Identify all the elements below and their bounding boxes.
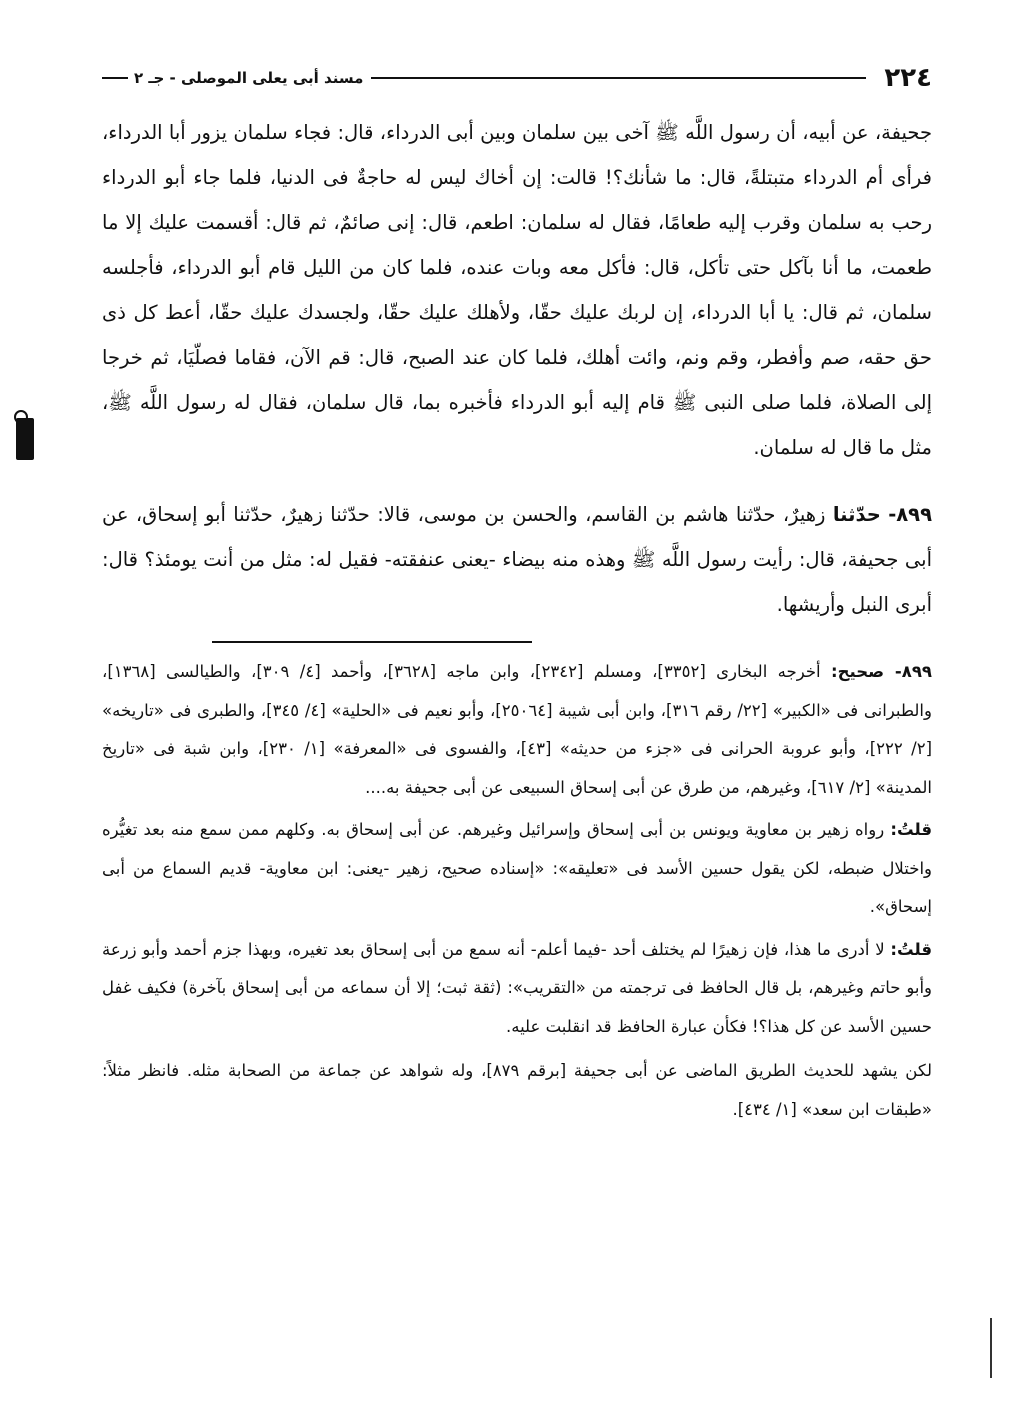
- book-page: [102, 58, 932, 1398]
- qult-text-2: لا أدرى ما هذا، فإن زهيرًا لم يختلف أحد -فيما أعلم- أنه سمع من أبى إسحاق بعد تغيره، وبهذا جزم أحمد وأبو زرعة وأبو حاتم وغيرهم، بل قال الحافظ فى ترجمته من «التقريب»: (ثقة ثبت؛ إلا أن سماعه من أبى إسحاق بآخرة) فكيف غفل حسين الأسد عن كل هذا؟! فكأن عبارة الحافظ قد انقلبت عليه.: [102, 939, 932, 1036]
- margin-mark: [16, 418, 34, 460]
- paragraph-continuation: جحيفة، عن أبيه، أن رسول اللَّه ﷺ آخى بين سلمان وبين أبى الدرداء، قال: فجاء سلمان يزور أبا الدرداء، فرأى أم الدرداء متبتلةً، قال: ما شأنك؟! قالت: إن أخاك ليس له حاجةٌ فى الدنيا، فلما جاء أبو الدرداء رحب به سلمان وقرب إليه طعامًا، فقال له سلمان: اطعم، قال: إنى صائمٌ، ثم قال: أقسمت عليك إلا ما طعمت، ما أنا بآكل حتى تأكل، قال: فأكل معه وبات عنده، فلما كان من الليل قام أبو الدرداء، فأجلسه سلمان، ثم قال: يا أبا الدرداء، إن لربك عليك حقّا، ولأهلك عليك حقّا، ولجسدك عليك حقّا، أعط كل ذى حق حقه، صم وأفطر، وقم ونم، وائت أهلك، فلما كان عند الصبح، قال: قم الآن، فقاما فصلّيَا، ثم خرجا إلى الصلاة، فلما صلى النبى ﷺ قام إليه أبو الدرداء فأخبره بما، قال سلمان، فقال له رسول اللَّه ﷺ، مثل ما قال له سلمان.: [102, 121, 932, 459]
- note-final: لكن يشهد للحديث الطريق الماضى عن أبى جحيفة [برقم ٨٧٩]، وله شواهد عن جماعة من الصحابة مثله. فانظر مثلاً: «طبقات ابن سعد» [١/ ٤٣٤].: [102, 1061, 932, 1119]
- scan-edge-line: [990, 1318, 992, 1378]
- page-number: ٢٢٤: [884, 63, 932, 93]
- hadith-text: زهيرٌ، حدّثنا هاشم بن القاسم، والحسن بن موسى، قالا: حدّثنا زهيرٌ، حدّثنا أبو إسحاق، عن أبى جحيفة، قال: رأيت رسول اللَّه ﷺ وهذه منه بيضاء -يعنى عنفقته- فقيل له: مثل من أنت يومئذ؟ قال: أبرى النبل وأريشها.: [102, 503, 932, 616]
- note-takhrij-text: أخرجه البخارى [٣٣٥٢]، ومسلم [٢٣٤٢]، وابن ماجه [٣٦٢٨]، وأحمد [٤/ ٣٠٩]، والطيالسى [١٣٦٨]، والطبرانى فى «الكبير» [٢٢/ رقم ٣١٦]، وابن أبى شيبة [٢٥٠٦٤]، وأبو نعيم فى «الحلية» [٤/ ٣٤٥]، والطبرى فى «تاريخه» [٢/ ٢٢٢]، وأبو عروبة الحرانى فى «جزء من حديثه» [٤٣]، والفسوى فى «المعرفة» [١/ ٢٣٠]، وابن شبة فى «تاريخ المدينة» [٢/ ٦١٧]، وغيرهم، من طرق عن أبى إسحاق السبيعى عن أبى جحيفة به....: [102, 662, 932, 797]
- qult-label-2: قلتُ:: [890, 939, 932, 959]
- hadith-opening: حدّثنا: [832, 503, 881, 526]
- main-text: [102, 110, 932, 627]
- note-qult-1: [102, 811, 932, 927]
- qult-label-1: قلتُ:: [890, 820, 932, 839]
- header-rule: [371, 77, 866, 79]
- note-takhrij: [102, 653, 932, 807]
- running-header: [102, 58, 932, 98]
- qult-text-1: رواه زهير بن معاوية ويونس بن أبى إسحاق وإسرائيل وغيرهم. عن أبى إسحاق به. وكلهم ممن سمع منه بعد تغيُّره واختلال ضبطه، لكن يقول حسين الأسد فى «تعليقه»: «إسناده صحيح، زهير -يعنى: ابن معاوية- قديم السماع من أبى إسحاق».: [102, 820, 932, 916]
- running-title: مسند أبى يعلى الموصلى - جـ ٢: [134, 69, 364, 87]
- note-qult-2: [102, 931, 932, 1047]
- hadith-899: [102, 492, 932, 627]
- footnote-separator: [212, 641, 532, 643]
- footnotes: [102, 653, 932, 1129]
- hadith-number: ٨٩٩-: [888, 503, 932, 526]
- note-label: ٨٩٩- صحيح:: [830, 662, 932, 681]
- header-dash: [102, 77, 128, 79]
